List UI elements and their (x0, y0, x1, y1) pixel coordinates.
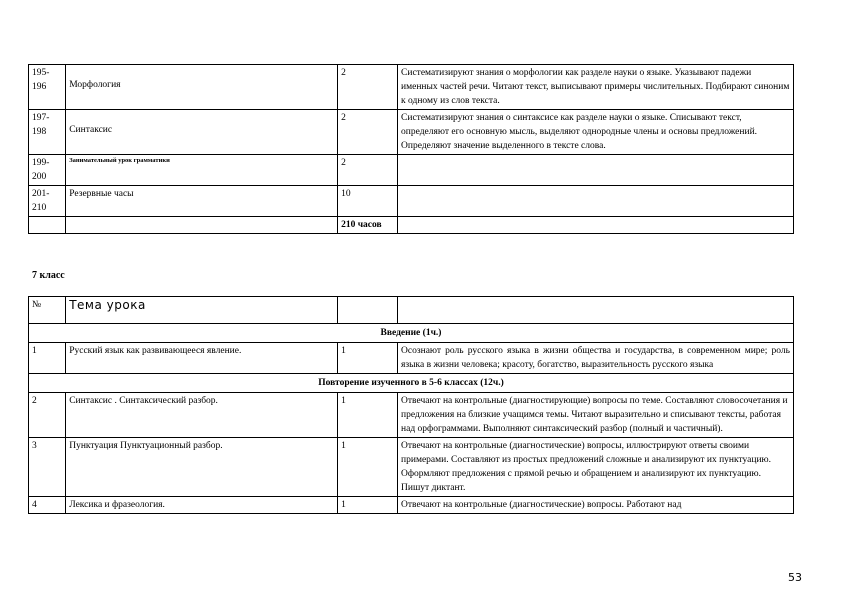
page-number: 53 (788, 571, 802, 584)
section-title: Повторение изученного в 5-6 классах (12ч.) (29, 374, 794, 393)
lesson-number: 195-196 (29, 65, 66, 110)
lesson-activity: Осознают роль русского языка в жизни общества и государства, в современном мире; роль языка в жизни человека; красоту, богатство, выразительность русского языка (398, 343, 794, 374)
number-header: № (29, 297, 66, 324)
lesson-hours: 2 (338, 155, 398, 186)
total-hours: 210 часов (338, 217, 398, 234)
lessons-table-6-class (28, 64, 794, 234)
lesson-hours: 2 (338, 110, 398, 155)
lesson-activity (398, 155, 794, 186)
total-row (29, 217, 794, 234)
table-row (29, 155, 794, 186)
class-heading: 7 класс (32, 270, 65, 281)
lesson-activity: Систематизируют знания о синтаксисе как разделе науки о языке. Списывают текст, определяют его основную мысль, выделяют однородные члены и основы предложений. Определяют значение выделенного в тексте слова. (398, 110, 794, 155)
lesson-topic: Резервные часы (66, 186, 338, 217)
lesson-number: 197-198 (29, 110, 66, 155)
lesson-topic: Русский язык как развивающееся явление. (66, 343, 338, 374)
lesson-number: 1 (29, 343, 66, 374)
lessons-table-7-class (28, 296, 794, 514)
section-row (29, 374, 794, 393)
lesson-topic: Морфология (66, 65, 338, 110)
lesson-activity: Систематизируют знания о морфологии как разделе науки о языке. Указывают падежи именных частей речи. Читают текст, выписывают примеры числительных. Подбирают синоним к одному из слов текста. (398, 65, 794, 110)
lesson-number: 199-200 (29, 155, 66, 186)
table-row (29, 343, 794, 374)
table-row (29, 497, 794, 514)
lesson-topic: Пунктуация Пунктуационный разбор. (66, 438, 338, 497)
lesson-hours: 1 (338, 393, 398, 438)
section-row (29, 324, 794, 343)
table-row (29, 186, 794, 217)
table-row (29, 393, 794, 438)
lesson-number: 201-210 (29, 186, 66, 217)
lesson-hours: 1 (338, 497, 398, 514)
lesson-topic: Лексика и фразеология. (66, 497, 338, 514)
lesson-activity (398, 186, 794, 217)
table-row (29, 65, 794, 110)
lesson-activity: Отвечают на контрольные (диагностические) вопросы, иллюстрируют ответы своими примерами. Составляют из простых предложений сложные и анализируют их пунктуацию. Оформляют предложения с прямой речью и обращением и анализируют их пунктуацию. Пишут диктант. (398, 438, 794, 497)
lesson-activity: Отвечают на контрольные (диагностические) вопросы. Работают над (398, 497, 794, 514)
lesson-topic: Синтаксис . Синтаксический разбор. (66, 393, 338, 438)
table-header-row (29, 297, 794, 324)
lesson-topic: Синтаксис (66, 110, 338, 155)
table-row (29, 110, 794, 155)
table-row (29, 438, 794, 497)
lesson-hours: 10 (338, 186, 398, 217)
lesson-number: 4 (29, 497, 66, 514)
topic-header: Тема урока (66, 297, 338, 324)
section-title: Введение (1ч.) (29, 324, 794, 343)
lesson-hours: 1 (338, 343, 398, 374)
lesson-activity: Отвечают на контрольные (диагностирующие) вопросы по теме. Составляют словосочетания и предложения на близкие учащимся темы. Читают выразительно и списывают тексты, работая над орфограммами. Выполняют синтаксический разбор (полный и частичный). (398, 393, 794, 438)
lesson-topic: Занимательный урок грамматики (66, 155, 338, 186)
lesson-number: 2 (29, 393, 66, 438)
lesson-hours: 1 (338, 438, 398, 497)
lesson-hours: 2 (338, 65, 398, 110)
lesson-number: 3 (29, 438, 66, 497)
